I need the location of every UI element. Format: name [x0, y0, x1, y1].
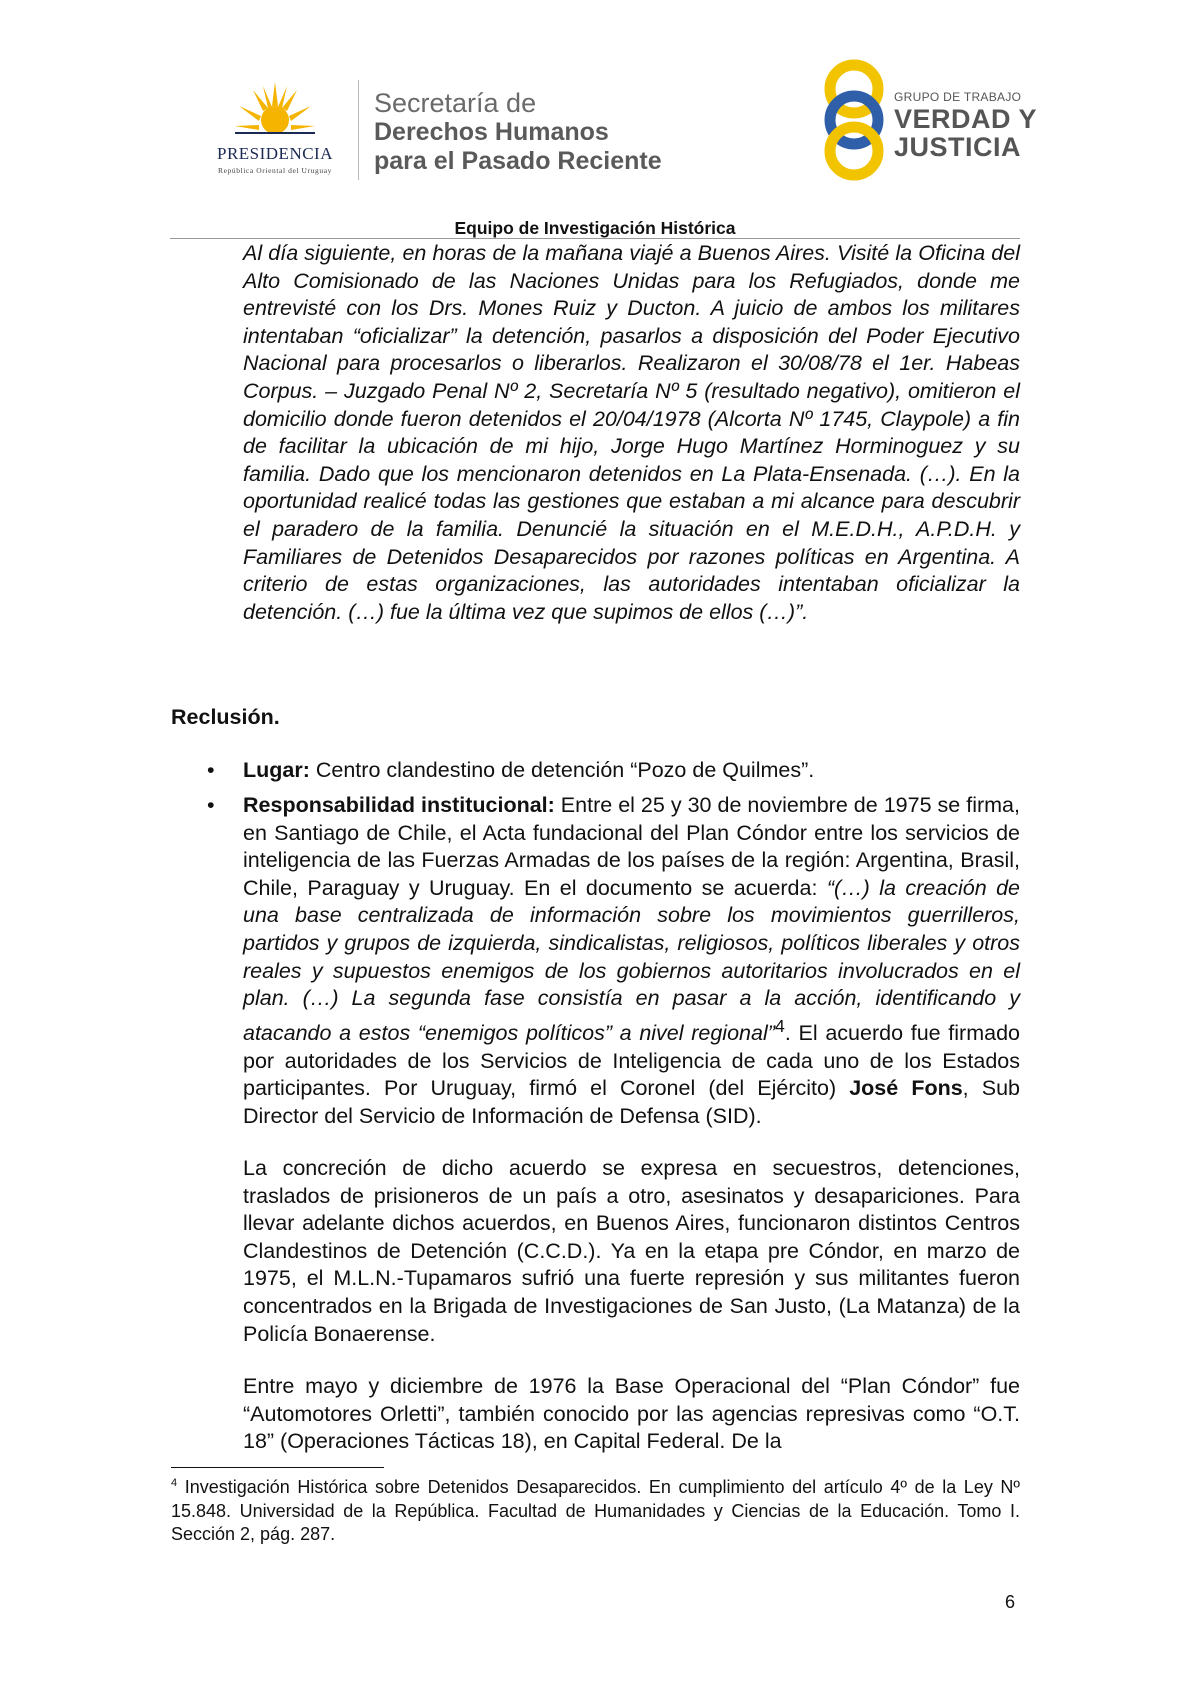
secretaria-line2: Derechos Humanos — [374, 118, 609, 146]
responsabilidad-item — [243, 792, 1020, 1130]
section-heading: Reclusión. — [171, 705, 280, 729]
secretaria-logo-text — [374, 88, 662, 176]
presidencia-title: PRESIDENCIA — [216, 144, 333, 163]
grupo-line1: GRUPO DE TRABAJO — [894, 90, 1022, 104]
lugar-item — [243, 757, 1020, 785]
presidencia-logo — [195, 80, 355, 180]
testimony-quote: Al día siguiente, en horas de la mañana viajé a Buenos Aires. Visité la Oficina del Alto Comisionado de las Naciones Unidas para los Refugiados, donde me entrevisté con los Drs. Mones Ruiz y Ducton. A juicio de ambos los militares intentaban “oficializar” la detención, pasarlos a disposición del Poder Ejecutivo Nacional para procesarlos o liberarlos. Realizaron el 30/08/78 el 1er. Habeas Corpus. – Juzgado Penal Nº 2, Secretaría Nº 5 (resultado negativo), omitieron el domicilio donde fueron detenidos el 20/04/1978 (Alcorta Nº 1745, Claypole) a fin de facilitar la ubicación de mi hijo, Jorge Hugo Martínez Horminoguez y su familia. Dado que los mencionaron detenidos en La Plata-Ensenada. (…). En la oportunidad realicé todas las gestiones que estaban a mi alcance para descubrir el paradero de la familia. Denuncié la situación en el M.E.D.H., A.P.D.H. y Familiares de Detenidos Desaparecidos por razones políticas en Argentina. A criterio de estas organizaciones, las autoridades intentaban oficializar la detención. (…) fue la última vez que supimos de ellos (…)”. — [243, 241, 1020, 624]
footnote — [171, 1472, 1020, 1547]
footnote-rule — [171, 1467, 384, 1468]
plan-condor-quote: “(…) la creación de una base centralizada de información sobre los movimientos guerrilleros, partidos y grupos de izquierda, sindicalistas, religiosos, políticos liberales y otros reales y supuestos enemigos de los gobiernos autoritarios involucrados en el plan. (…) La segunda fase consistía en pasar a la acción, identificando y atacando a estos “enemigos políticos” a nivel regional” — [243, 875, 1020, 1045]
footnote-number: 4 — [171, 1477, 178, 1489]
page-number: 6 — [1005, 1592, 1016, 1612]
footnote-ref: 4 — [774, 1015, 785, 1036]
grupo-line2: VERDAD Y — [894, 104, 1038, 134]
grupo-line3: JUSTICIA — [894, 132, 1022, 162]
paragraph-concrecion: La concreción de dicho acuerdo se expresa en secuestros, detenciones, traslados de prisioneros de un país a otro, asesinatos y desapariciones. Para llevar adelante dichos acuerdos, en Buenos Aires, funcionaron distintos Centros Clandestinos de Detención (C.C.D.). Ya en la etapa pre Cóndor, en marzo de 1975, el M.L.N.-Tupamaros sufrió una fuerte represión y sus militantes fueron concentrados en la Brigada de Investigaciones de San Justo, (La Matanza) de la Policía Bonaerense. — [243, 1156, 1020, 1346]
sun-icon — [235, 80, 315, 144]
footnote-text: Investigación Histórica sobre Detenidos Desaparecidos. En cumplimiento del artículo 4º de la Ley Nº 15.848. Universidad de la República. Facultad de Humanidades y Ciencias de la Educación. Tomo I. Sección 2, pág. 287. — [171, 1477, 1020, 1545]
responsabilidad-text1: Entre el 25 y 30 de noviembre de 1975 se firma, en Santiago de Chile, el Acta fundacional del Plan Cóndor entre los servicios de inteligencia de las Fuerzas Armadas de los países de la región: Argentina, Brasil, Chile, Paraguay y Uruguay. En el documento se acuerda: — [243, 793, 1020, 900]
interlocked-rings-icon — [818, 56, 890, 184]
secretaria-line1: Secretaría de — [374, 88, 537, 118]
responsabilidad-text2: . El acuerdo fue firmado por autoridades de los Servicios de Inteligencia de cada uno de los Estados participantes. Por Uruguay, firmó el Coronel (del Ejército) — [243, 1020, 1021, 1101]
bullet-lugar: • — [207, 758, 215, 782]
bullet-responsabilidad: • — [207, 793, 215, 817]
secretaria-line3: para el Pasado Reciente — [374, 147, 662, 175]
responsabilidad-label: Responsabilidad institucional: — [243, 793, 555, 817]
logo-divider — [358, 80, 359, 180]
paragraph-orletti: Entre mayo y diciembre de 1976 la Base Operacional del “Plan Cóndor” fue “Automotores Orletti”, también conocido por las agencias represivas como “O.T. 18” (Operaciones Tácticas 18), en Capital Federal. De la — [243, 1374, 1020, 1454]
lugar-text: Centro clandestino de detención “Pozo de Quilmes”. — [309, 758, 815, 782]
presidencia-subtitle: República Oriental del Uruguay — [217, 166, 332, 175]
grupo-trabajo-logo — [818, 56, 1038, 186]
header-rule — [170, 238, 1020, 239]
responsabilidad-text3: , Sub Director del Servicio de Información de Defensa (SID). — [243, 1076, 1020, 1128]
lugar-label: Lugar: — [243, 758, 310, 782]
page-header-title: Equipo de Investigación Histórica — [454, 218, 736, 238]
jose-fons-name: José Fons — [849, 1076, 963, 1101]
